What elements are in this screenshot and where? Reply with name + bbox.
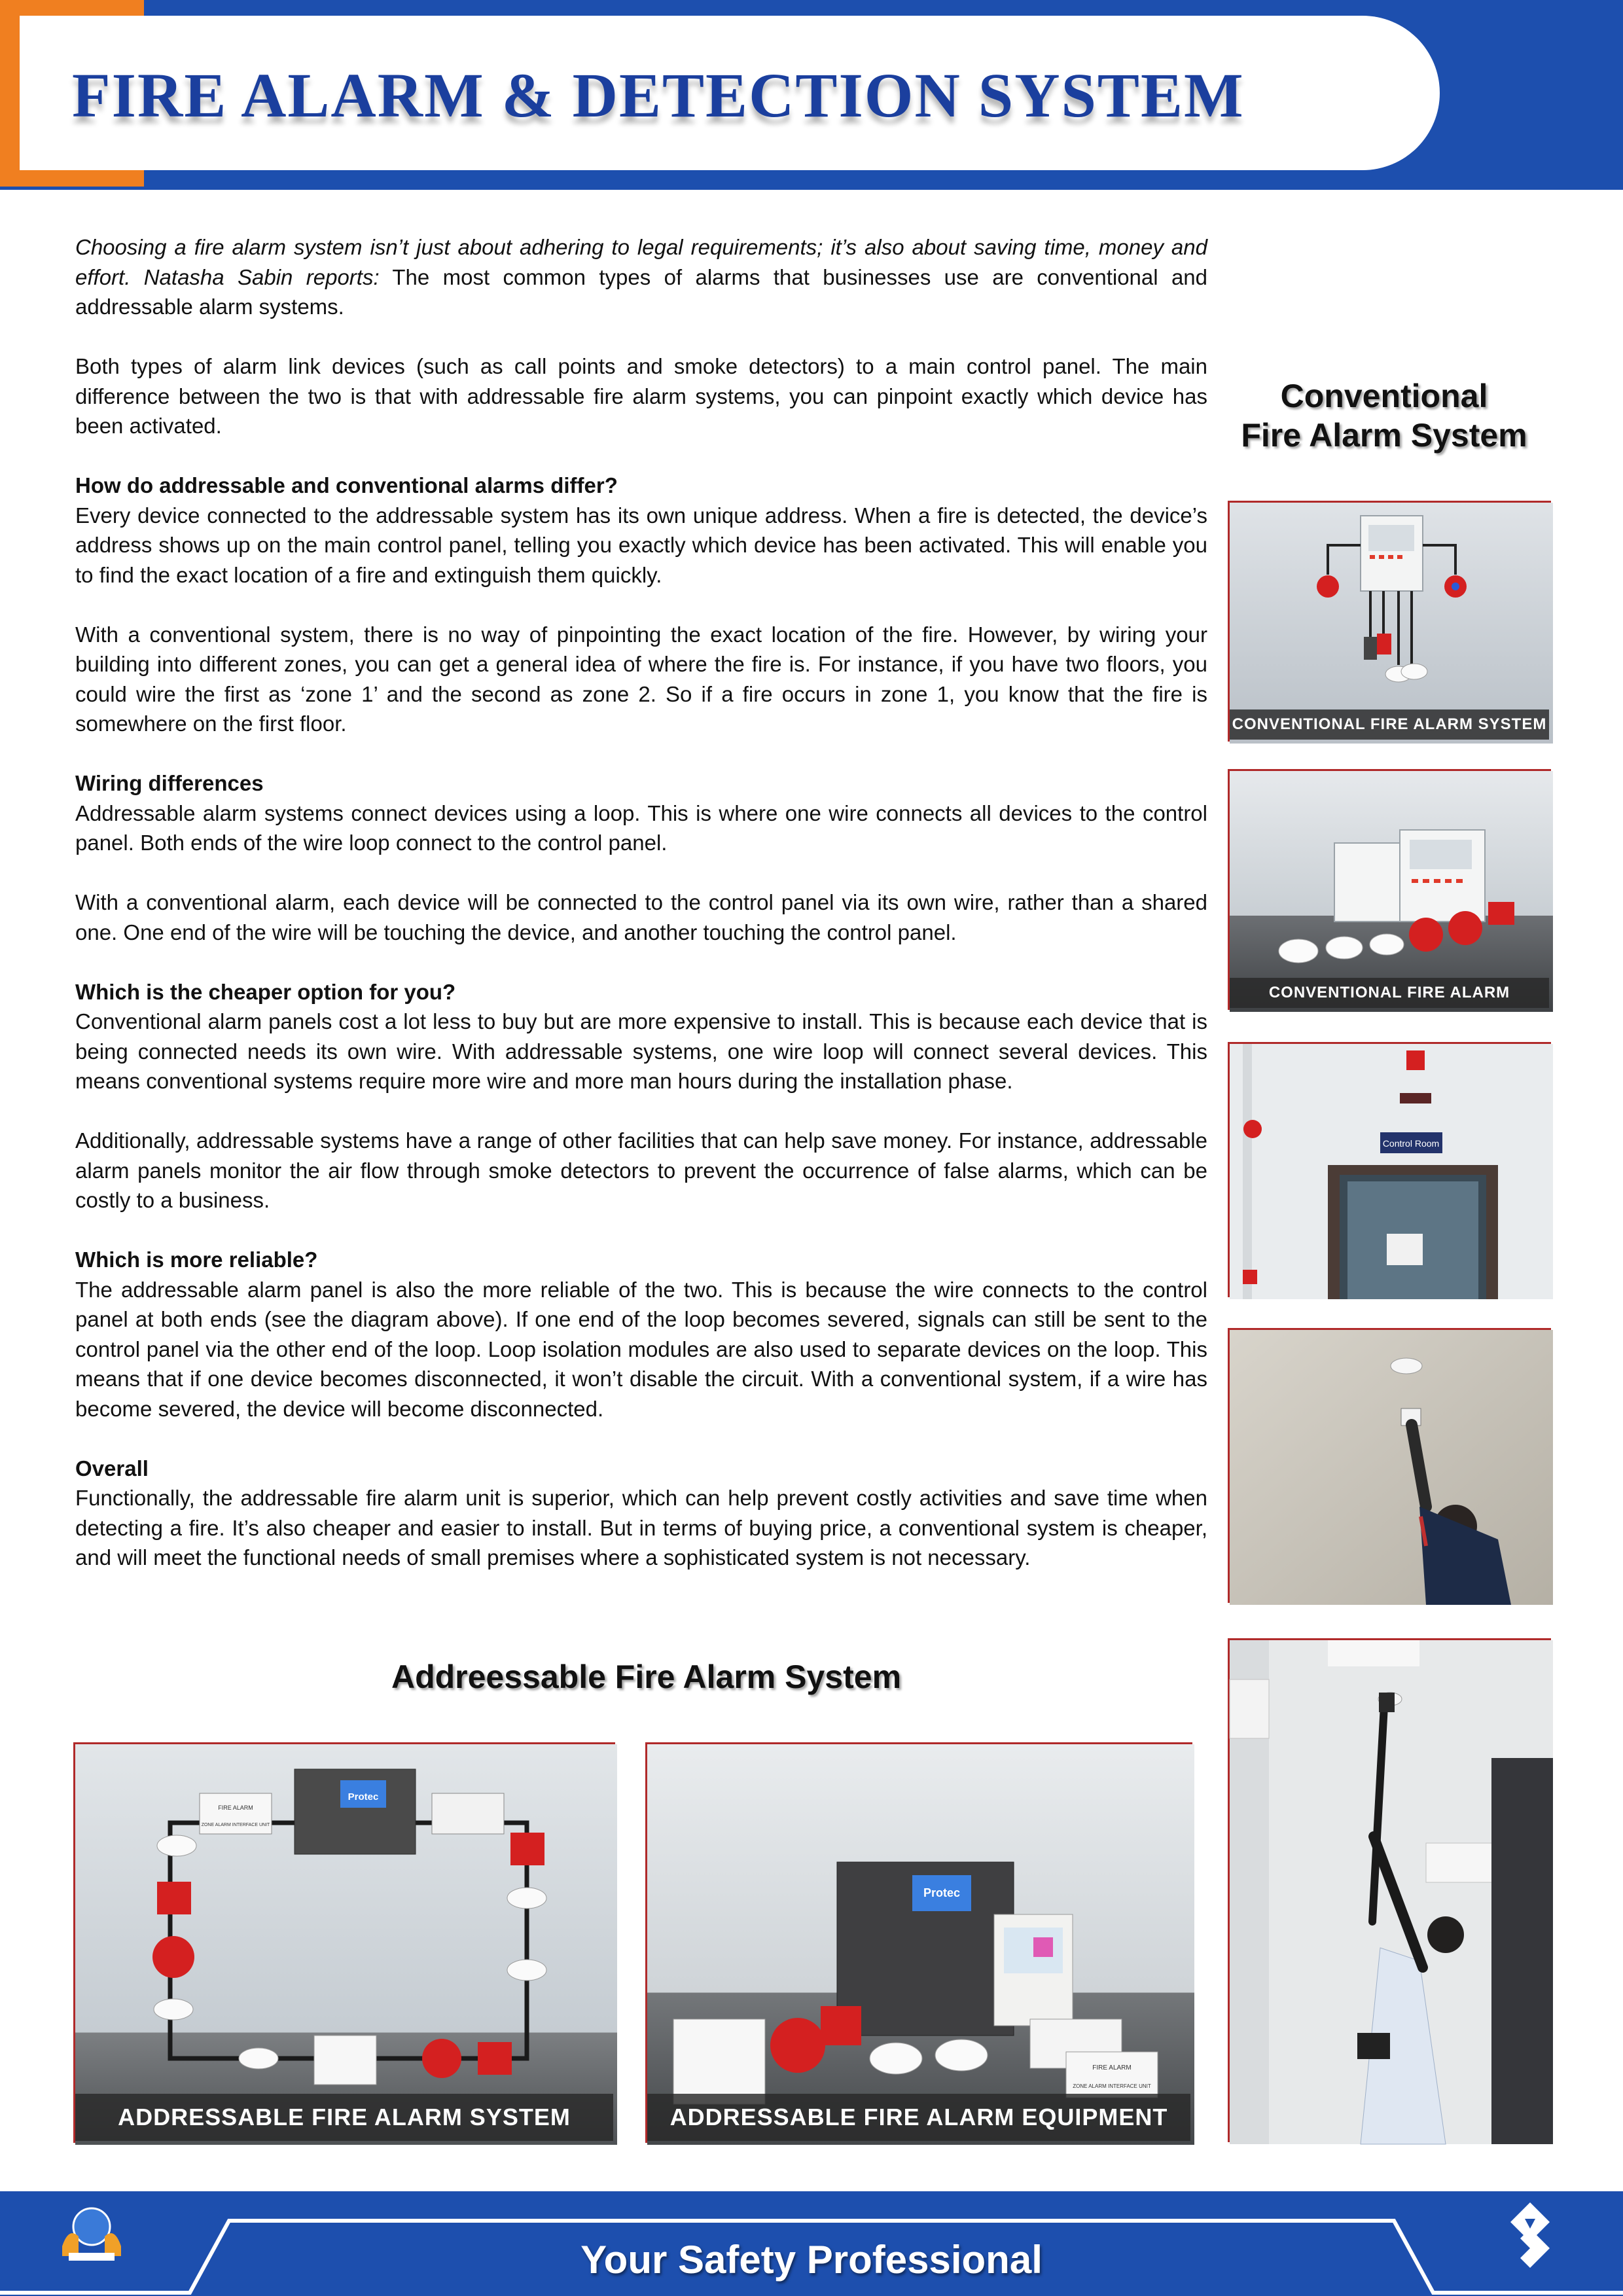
paragraph-cheaper-2: Additionally, addressable systems have a range of other facilities that can help save money. For instance, addressable alarm panels monitor the air flow through smoke detectors to prevent the occurrence of false alarms, which can be costly to a business.: [75, 1128, 1207, 1212]
conventional-equipment-caption: CONVENTIONAL FIRE ALARM EQUIPMENT: [1230, 978, 1549, 1008]
page-title: FIRE ALARM & DETECTION SYSTEM: [72, 60, 1245, 130]
conventional-equipment-image: [1228, 769, 1551, 1031]
manual-call-point-icon: [157, 1882, 191, 1914]
interface-label-2: ZONE ALARM INTERFACE UNIT: [1073, 2083, 1151, 2089]
smoke-detector-icon: [154, 1999, 193, 2020]
manual-call-point-icon: [478, 2042, 512, 2075]
technician-pole-photo: [1228, 1638, 1551, 2142]
interface-label-2: ZONE ALARM INTERFACE UNIT: [201, 1823, 270, 1827]
dark-column: [1491, 1758, 1553, 2144]
heading-overall: Overall: [75, 1456, 149, 1480]
paragraph-reliable: The addressable alarm panel is also the more reliable of the two. This is because the wire connects to the control panel at both ends (see the diagram above). If one end of the loop becomes severed, signals can still be sent to the control panel via the other end of the loop. Loop isolation modules are also used to separate devices on the loop. This means that if one device becomes disconnected, it won’t disable the circuit. With a conventional system, if a wire has become severed, the device will become disconnected.: [75, 1277, 1207, 1421]
smoke-detector-icon: [507, 1960, 546, 1981]
heading-cheaper: Which is the cheaper option for you?: [75, 979, 456, 1004]
addressable-equipment-image: [645, 1742, 1192, 2143]
smoke-detector-icon: [1279, 939, 1318, 963]
intro-rest: The most common types of alarms that businesses use are conventional and addressable alarm systems.: [75, 264, 1208, 319]
sounder-module-icon: [673, 2019, 765, 2104]
alarm-bell-icon: [1409, 918, 1443, 952]
footer-tagline: Your Safety Professional: [580, 2238, 1043, 2282]
manual-call-point-icon: [1377, 634, 1391, 655]
conventional-equipment-illustration: [1230, 771, 1553, 1012]
conventional-system-caption: CONVENTIONAL FIRE ALARM SYSTEM: [1230, 709, 1549, 740]
panel-brand-text: Protec: [348, 1791, 379, 1803]
smoke-detector-icon: [1401, 664, 1427, 679]
air-conditioner-icon: [1230, 1679, 1269, 1738]
technician-pole-illustration: [1230, 1640, 1553, 2144]
smoke-detector-icon: [935, 2039, 988, 2071]
air-conditioner-icon: [1426, 1843, 1498, 1882]
company-logo-icon: [49, 2200, 134, 2266]
sounder-module-icon: [314, 2036, 376, 2085]
manual-call-point-icon: [510, 1833, 544, 1865]
article-body: [75, 232, 1207, 1602]
paragraph-differ-2: With a conventional system, there is no way of pinpointing the exact location of the fire. However, by wiring your building into different zones, you can get a general idea of where the fire is. For instance, if you have two floors, you could wire the first as ‘zone 1’ and the second as zone 2. So if a fire occurs in zone 1, you know that the fire is somewhere on the first floor.: [75, 622, 1207, 736]
smoke-detector-icon: [1370, 934, 1404, 955]
alarm-bell-icon: [1317, 575, 1339, 598]
camera-icon: [1357, 2033, 1390, 2059]
paragraph-wiring-2: With a conventional alarm, each device will be connected to the control panel via its own wire, rather than a shared one. One end of the wire will be touching the device, and another touching the control panel.: [75, 890, 1207, 944]
alarm-bell-icon: [1448, 911, 1482, 945]
conventional-system-image: [1228, 501, 1551, 742]
intro-paragraph: [75, 232, 1207, 322]
isolator-module-icon: [432, 1793, 504, 1834]
interface-label-1: FIRE ALARM: [1092, 2064, 1132, 2072]
technician-testing-illustration: [1230, 1330, 1553, 1605]
control-panel-icon: [1334, 843, 1410, 922]
heading-differ: How do addressable and conventional alarms differ?: [75, 473, 618, 497]
heading-reliable: Which is more reliable?: [75, 1247, 318, 1272]
technician-head: [1427, 1916, 1464, 1953]
paragraph-both-types: Both types of alarm link devices (such as call points and smoke detectors) to a main control panel. The main difference between the two is that with addressable fire alarm systems, you can pinpoint exactly which device has been activated.: [75, 354, 1207, 438]
addressable-section-title: Addreessable Fire Alarm System: [391, 1659, 902, 1695]
manual-call-point-icon: [821, 2006, 861, 2045]
smoke-detector-icon: [1391, 1358, 1422, 1374]
addressable-equipment-illustration: [647, 1744, 1194, 2145]
manual-call-point-icon: [1488, 902, 1514, 925]
control-room-photo: [1228, 1042, 1551, 1297]
alarm-bell-icon: [152, 1936, 194, 1978]
paragraph-differ-1: Every device connected to the addressable system has its own unique address. When a fire is detected, the device’s address shows up on the main control panel, telling you exactly which device has been activated. This will enable you to find the exact location of a fire and extinguish them quickly.: [75, 503, 1207, 587]
panel-brand-text: Protec: [923, 1886, 961, 1899]
addressable-system-caption: ADDRESSABLE FIRE ALARM SYSTEM: [75, 2094, 613, 2141]
smoke-detector-icon: [239, 2048, 278, 2069]
smoke-detector-icon: [870, 2043, 922, 2074]
smoke-detector-icon: [157, 1835, 196, 1856]
alarm-bell-icon: [1243, 1120, 1262, 1138]
interface-unit-icon: [200, 1793, 272, 1834]
brand-mark-icon: [1504, 2199, 1556, 2271]
addressable-system-image: [73, 1742, 615, 2143]
conventional-title-line2: Fire Alarm System: [1241, 417, 1527, 454]
strobe-icon: [1364, 637, 1377, 660]
paragraph-cheaper-1: Conventional alarm panels cost a lot less to buy but are more expensive to install. This is because each device that is being connected needs its own wire. With addressable systems, one wire loop will connect several devices. This means conventional systems require more wire and more man hours during the installation phase.: [75, 1009, 1207, 1093]
conventional-system-illustration: [1230, 503, 1553, 744]
alarm-bell-icon: [770, 2018, 825, 2073]
addressable-system-illustration: [75, 1744, 617, 2145]
interface-label-1: FIRE ALARM: [218, 1804, 253, 1811]
tester-cup-icon: [1379, 1693, 1395, 1712]
manual-call-point-icon: [1406, 1050, 1425, 1070]
manual-call-point-icon: [1243, 1270, 1257, 1284]
addressable-equipment-caption: ADDRESSABLE FIRE ALARM EQUIPMENT: [647, 2094, 1190, 2141]
control-room-photo-illustration: [1230, 1044, 1553, 1299]
smoke-detector-icon: [507, 1888, 546, 1909]
interface-unit-icon: [1066, 2052, 1158, 2098]
conventional-title-line1: Conventional: [1280, 378, 1488, 414]
conventional-section-title: [1217, 376, 1551, 455]
technician-testing-photo: [1228, 1328, 1551, 1603]
alarm-bell-icon: [422, 2039, 461, 2078]
heat-detector-icon: [1326, 937, 1363, 959]
paragraph-overall: Functionally, the addressable fire alarm unit is superior, which can help prevent costly activities and save time when detecting a fire. It’s also cheaper and easier to install. But in terms of buying price, a conventional system is cheaper, and will meet the functional needs of small premises where a sophisticated system is not necessary.: [75, 1486, 1207, 1570]
heading-wiring: Wiring differences: [75, 771, 264, 795]
intro-italic: Choosing a fire alarm system isn’t just about adhering to legal requirements; it’s also about saving time, money and effort. Natasha Sabin reports:: [75, 235, 1207, 289]
control-room-sign-text: Control Room: [1382, 1138, 1440, 1149]
paragraph-wiring-1: Addressable alarm systems connect devices using a loop. This is where one wire connects all devices to the control panel. Both ends of the wire loop connect to the control panel.: [75, 800, 1207, 855]
